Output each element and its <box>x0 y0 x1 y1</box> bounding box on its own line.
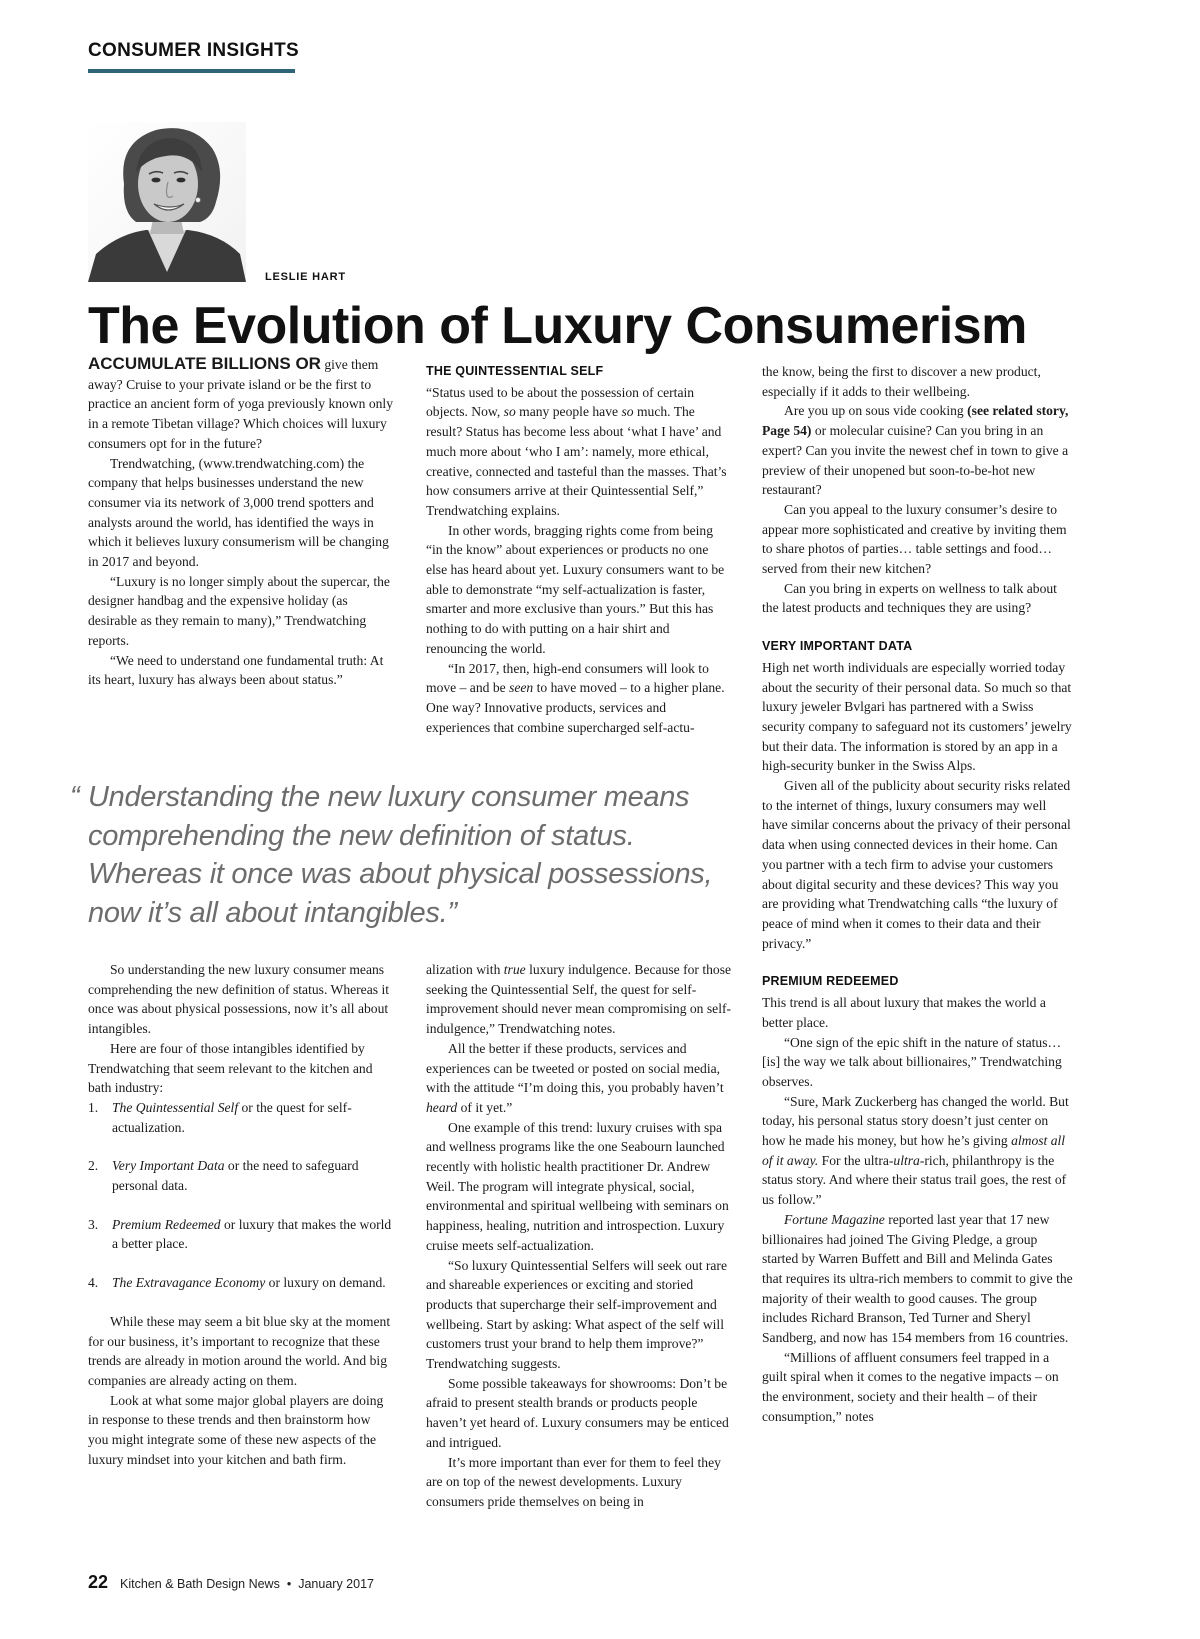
page-footer <box>88 1572 374 1593</box>
author-name: LESLIE HART <box>265 271 346 283</box>
page-number: 22 <box>88 1572 109 1592</box>
paragraph: Can you appeal to the luxury consumer’s desire to appear more sophisticated and creative by inviting them to share photos of parties… table settings and food…served from their new kitchen? <box>762 501 1067 577</box>
pull-quote-mark: “ <box>70 781 80 813</box>
pull-quote-line: Understanding the new luxury consumer means <box>88 781 690 813</box>
paragraph: Fortune Magazine reported last year that 17 new billionaires had joined The Giving Pledge, a group started by Warren Buffett and Bill and Melinda Gates that requires its ultra-rich members to commit to give the majority of their wealth to good causes. The group includes Richard Branson, Ted Turner and Sheryl Sandberg, and now has 154 members from 16 countries. <box>762 1211 1073 1346</box>
column-1-bottom <box>88 960 394 1469</box>
pull-quote-line: Whereas it once was about physical possessions, <box>88 858 713 890</box>
paragraph: One example of this trend: luxury cruises with spa and wellness programs like the one Seabourn launched recently with holistic health practitioner Dr. Andrew Weil. The program will integrate physical, social, environmental and spiritual wellbeing with seminars on happiness, healing, nutrition and introspection. Luxury cruise meets self-actualization. <box>426 1119 729 1253</box>
column-2-bottom <box>426 960 732 1512</box>
issue-date: January 2017 <box>298 1577 374 1591</box>
pull-quote-line: comprehending the new definition of status. <box>88 819 635 852</box>
paragraph: “So luxury Quintessential Selfers will seek out rare and shareable experiences or exciting and storied products that supercharge their self-improvement and wellbeing. Start by asking: What aspect of the self will customers trust your brand to help them improve?” Trendwatching suggests. <box>426 1257 727 1372</box>
publication-name: Kitchen & Bath Design News <box>120 1577 280 1591</box>
section-label: CONSUMER INSIGHTS <box>88 40 299 61</box>
section-rule <box>88 69 295 73</box>
paragraph: Can you bring in experts on wellness to talk about the latest products and techniques they are using? <box>762 580 1057 616</box>
related-story-ref: (see related story, Page 54) <box>762 403 1069 439</box>
paragraph: “Status used to be about the possession of certain objects. Now, so many people have so much. The result? Status has become less about ‘what I have’ and much more about ‘who I am’: namely, more ethical, creative, connected and tasteful than the masses. That’s how consumers arrive at their Quintessential Self,” Trendwatching explains. <box>426 384 727 518</box>
lead-in: ACCUMULATE BILLIONS OR <box>88 354 321 373</box>
paragraph: It’s more important than ever for them to feel they are on top of the newest developments. Luxury consumers pride themselves on being in <box>426 1454 721 1509</box>
pull-quote-line: now it’s all about intangibles.” <box>88 896 457 929</box>
paragraph: Are you up on sous vide cooking (see related story, Page 54) or molecular cuisine? Can you bring in an expert? Can you invite the newest chef in town to give a preview of their unopened but soon-to-be-hot new restaurant? <box>762 403 1069 498</box>
column-3 <box>762 362 1074 1427</box>
paragraph: “In 2017, then, high-end consumers will look to move – and be seen to have moved – to a higher plane. One way? Innovative products, services and experiences that combine supercharged self-actu- <box>426 660 725 735</box>
author-portrait <box>88 122 246 282</box>
pull-quote <box>70 778 730 932</box>
intangibles-list <box>88 1098 394 1293</box>
paragraph: “Luxury is no longer simply about the supercar, the designer handbag and the expensive holiday (as desirable as they remain to many),” Trendwatching reports. <box>88 573 390 648</box>
column-1-top <box>88 354 394 690</box>
subhead-premium-redeemed: PREMIUM REDEEMED <box>762 974 899 989</box>
paragraph: All the better if these products, services and experiences can be tweeted or posted on social media, with the attitude “I’m doing this, you probably haven’t heard of it yet.” <box>426 1040 724 1115</box>
paragraph: In other words, bragging rights come from being “in the know” about experiences or products no one else has heard about yet. Luxury consumers want to be able to demonstrate “my self-actualization is faster, smarter and more exclusive than yours.” But this has nothing to do with putting on a hair shirt and renouncing the world. <box>426 522 725 656</box>
paragraph: So understanding the new luxury consumer means comprehending the new definition of status. Whereas it once was about physical possessions, now it’s all about intangibles. <box>88 962 389 1037</box>
headline: The Evolution of Luxury Consumerism <box>88 297 1027 355</box>
paragraph: alization with true luxury indulgence. Because for those seeking the Quintessential Self, the quest for self-improvement should never mean compromising on self-indulgence,” Trendwatching notes. <box>426 962 732 1037</box>
paragraph: This trend is all about luxury that makes the world a better place. <box>762 995 1046 1030</box>
paragraph: the know, being the first to discover a new product, especially if it adds to their wellbeing. <box>762 364 1041 399</box>
list-item: 1. The Quintessential Self or the quest for self-actualization. <box>88 1099 352 1135</box>
paragraph: “Sure, Mark Zuckerberg has changed the world. But today, his personal status story doesn’t just center on how he made his money, but how he’s giving almost all of it away. For the ultra-ultra-rich, philanthropy is the status story. And where their status trail goes, the rest of us follow.” <box>762 1093 1069 1208</box>
paragraph: “Millions of affluent consumers feel trapped in a guilt spiral when it comes to the negative impacts – on the environment, society and their health – of their consumption,” notes <box>762 1349 1059 1424</box>
paragraph: “We need to understand one fundamental truth: At its heart, luxury has always been about status.” <box>88 652 384 688</box>
subhead-very-important-data: VERY IMPORTANT DATA <box>762 639 913 654</box>
paragraph: Here are four of those intangibles identified by Trendwatching that seem relevant to the kitchen and bath industry: <box>88 1040 373 1096</box>
list-item: 4. The Extravagance Economy or luxury on demand. <box>88 1275 386 1291</box>
subhead-quintessential-self: THE QUINTESSENTIAL SELF <box>426 364 604 378</box>
lead-text: give them away? Cruise to your private island or be the first to practice an ancient form of yoga previously known only in a remote Tibetan village? Which choices will luxury consumers opt for in the future? <box>88 357 394 451</box>
paragraph: High net worth individuals are especially worried today about the security of their personal data. So much so that luxury jeweler Bvlgari has partnered with a Swiss security company to safeguard not its customers’ jewelry but their data. The information is stored by an app in a high-security bunker in the Swiss Alps. <box>762 659 1072 774</box>
paragraph: Trendwatching, (www.trendwatching.com) the company that helps businesses understand the new consumer via its network of 3,000 trend spotters and analysts around the world, has identified the ways in which it believes luxury consumerism will be changing in 2017 and beyond. <box>88 455 389 570</box>
paragraph: Given all of the publicity about security risks related to the internet of things, luxury consumers may well have similar concerns about the privacy of their personal data when using connected devices in their home. Can you partner with a tech firm to advise your customers about digital security and these devices? This way you are providing what Trendwatching calls “the luxury of peace of mind when it comes to their data and their privacy.” <box>762 778 1071 951</box>
list-item: 3. Premium Redeemed or luxury that makes the world a better place. <box>88 1216 392 1252</box>
paragraph: “One sign of the epic shift in the nature of status…[is] the way we talk about billionaires,” Trendwatching observes. <box>762 1034 1062 1089</box>
paragraph: While these may seem a bit blue sky at the moment for our business, it’s important to recognize that these trends are already in motion around the world. And big companies are already acting on them. <box>88 1313 391 1388</box>
paragraph: Look at what some major global players are doing in response to these trends and then brainstorm how you might integrate some of these new aspects of the luxury mindset into your kitchen and bath firm. <box>88 1392 384 1467</box>
paragraph: Some possible takeaways for showrooms: Don’t be afraid to present stealth brands or products people haven’t yet heard of. Luxury consumers may be enticed and intrigued. <box>426 1375 729 1450</box>
footer-separator: • <box>286 1577 292 1591</box>
lead-paragraph <box>88 354 394 454</box>
column-2-top <box>426 362 732 737</box>
list-item: 2. Very Important Data or the need to safeguard personal data. <box>88 1158 359 1194</box>
